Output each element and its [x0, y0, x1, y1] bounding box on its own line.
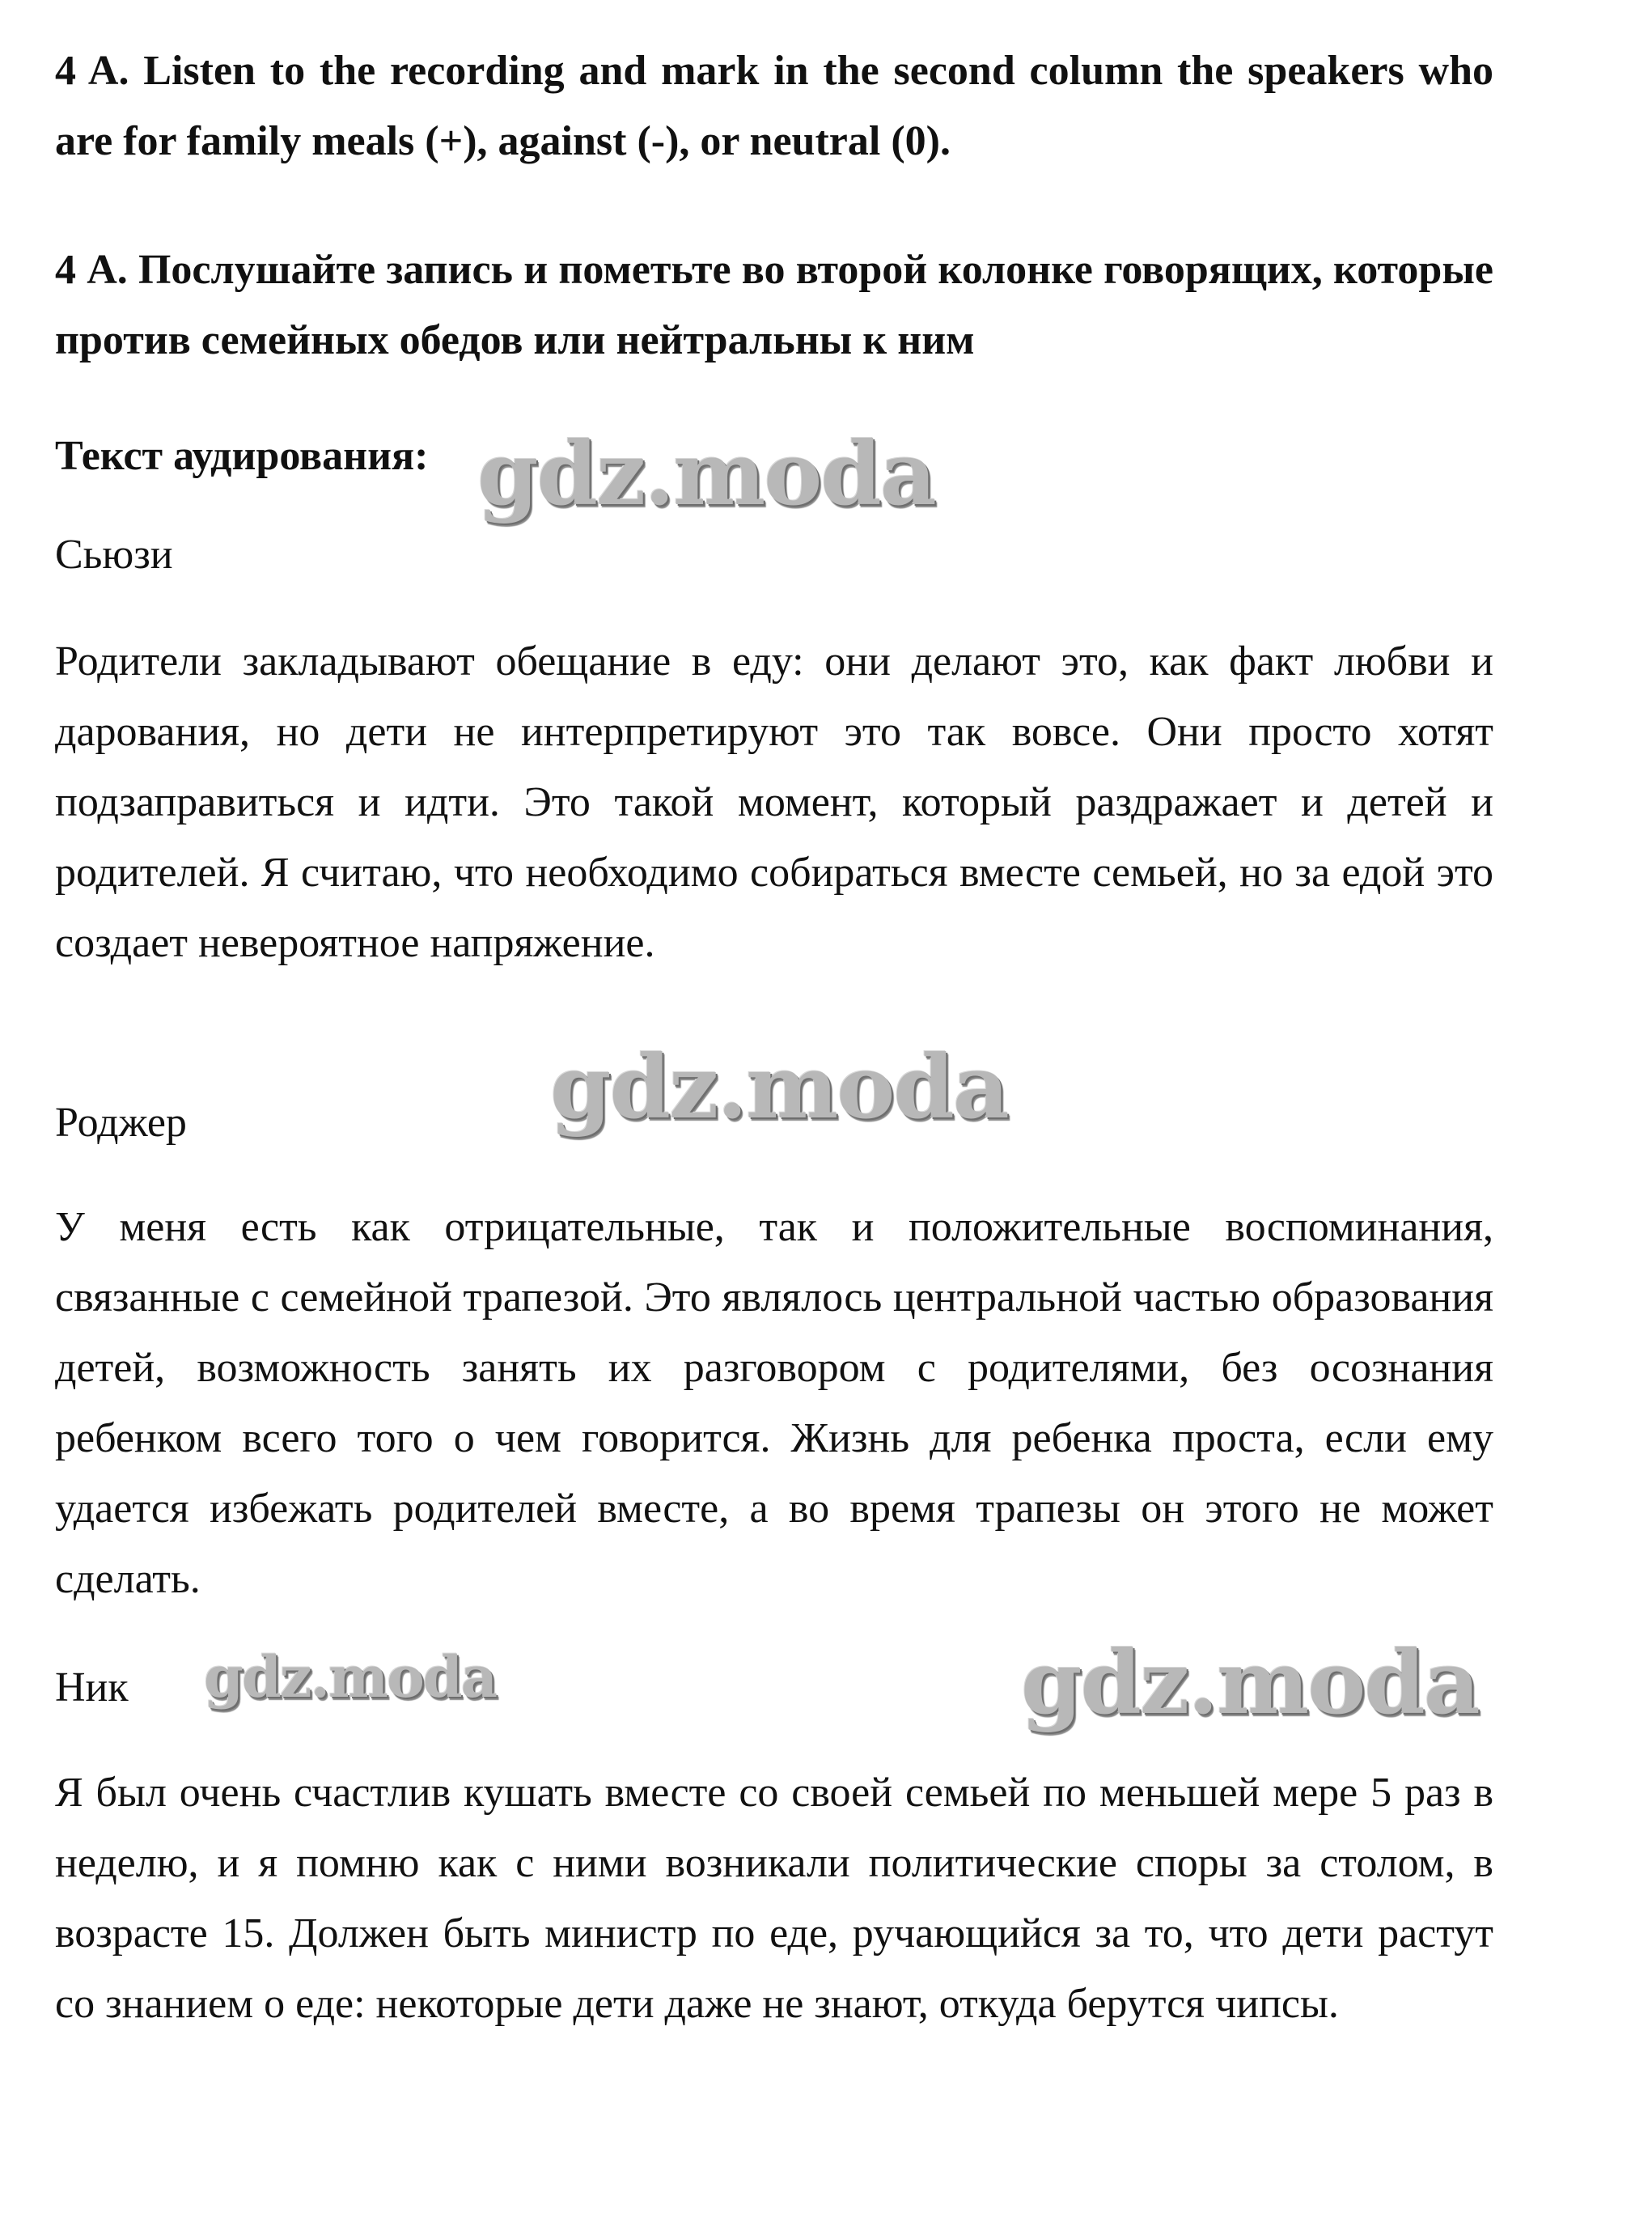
- speaker-text-suzy: Родители закладывают обещание в еду: они делают это, как факт любви и дарования, но дети не интерпретируют это так вовсе. Они просто хотят подзаправиться и идти. Это такой момент, который раздражает и детей и родителей. Я считаю, что необходимо собираться вместе семьей, но за едой это создает невероятное напряжение.: [55, 638, 1493, 966]
- task-english: 4 A. Listen to the recording and mark in the second column the speakers who are for family meals (+), against (-), or neutral (0).: [55, 48, 1493, 164]
- speaker-text-nick: Я был очень счастлив кушать вместе со своей семьей по меньшей мере 5 раз в неделю, и я помню как с ними возникали политические споры за столом, в возрасте 15. Должен быть министр по еде, ручающийся за то, что дети растут со знанием о еде: некоторые дети даже не знают, откуда берутся чипсы.: [55, 1770, 1493, 2027]
- speaker-name-roger: Роджер: [55, 1100, 187, 1146]
- speaker-name-suzy: Сьюзи: [55, 532, 173, 578]
- speaker-name-nick: Ник: [55, 1664, 129, 1711]
- watermark-3: gdz.moda: [204, 1643, 497, 1711]
- speaker-text-roger: У меня есть как отрицательные, так и положительные воспоминания, связанные с семейной трапезой. Это являлось центральной частью образования детей, возможность занять их разговором с родителями, без осознания ребенком всего того о чем говорится. Жизнь для ребенка проста, если ему удается избежать родителей вместе, а во время трапезы он этого не может сделать.: [55, 1204, 1493, 1602]
- section-heading: Текст аудирования:: [55, 433, 429, 479]
- task-russian: 4 А. Послушайте запись и пометьте во второй колонке говорящих, которые против семейных обедов или нейтральны к ним: [55, 247, 1493, 363]
- watermark-1: gdz.moda: [477, 423, 935, 525]
- watermark-4: gdz.moda: [1021, 1632, 1479, 1734]
- watermark-2: gdz.moda: [550, 1037, 1008, 1138]
